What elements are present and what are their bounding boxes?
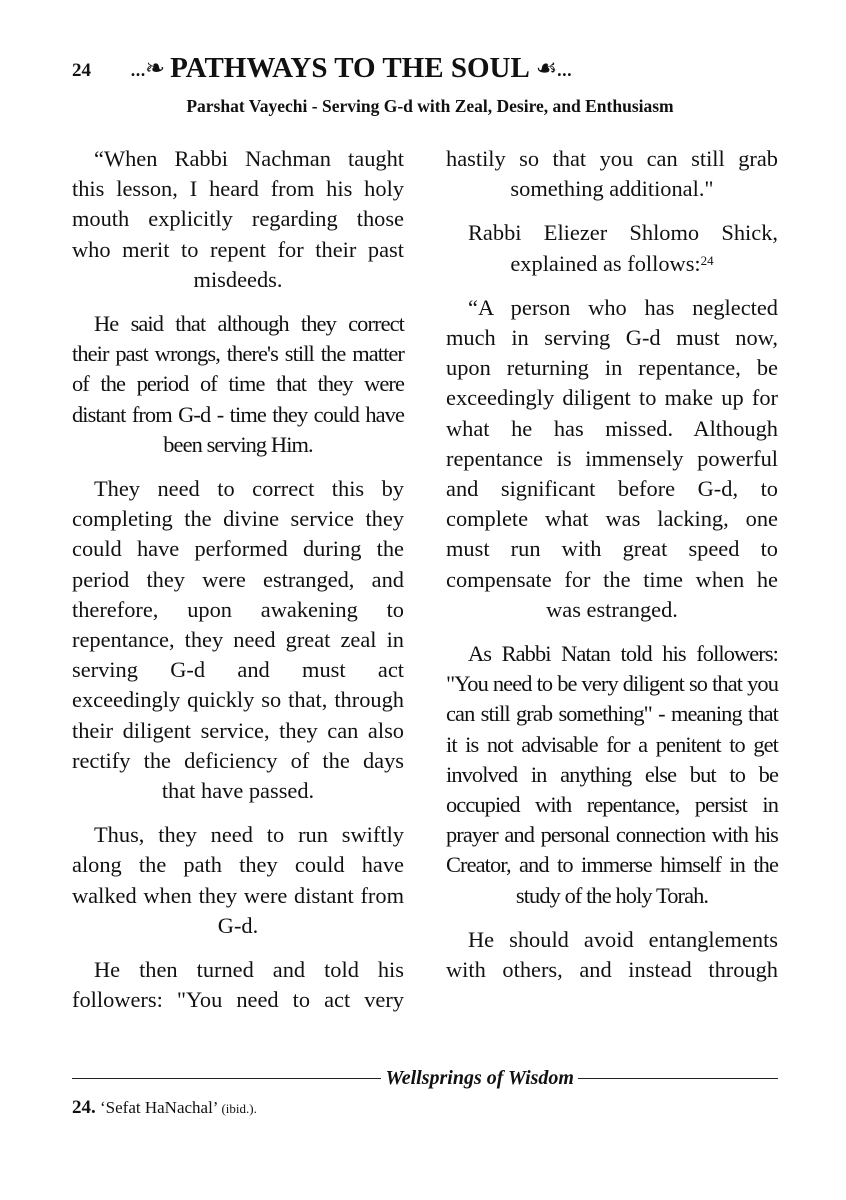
paragraph: “A person who has neglected much in serving G-d must now, upon returning in repentance, be exceedingly diligent to make up for what he has missed. Although repentance is immensely powerful and significant before G-d, to complete what was lacking, one must run with great speed to compensate for the time when he was estranged. bbox=[446, 294, 778, 622]
ornament-right-icon: ☙... bbox=[535, 56, 572, 82]
ornament-left-icon: ...❧ bbox=[130, 56, 165, 82]
paragraph: He should avoid entanglements with others, and instead through bbox=[446, 926, 778, 983]
paragraph: They need to correct this by completing the divine service they could have performed during the period they were estranged, and therefore, upon awakening to repentance, they need great zeal in serving G-d and must act exceedingly quickly so that, through their diligent service, they can also rectify the deficiency of the days that have passed. bbox=[72, 476, 404, 804]
left-column bbox=[72, 144, 404, 1029]
divider-line bbox=[72, 1078, 381, 1079]
chapter-subtitle: Parshat Vayechi - Serving G-d with Zeal, Desire, and Enthusiasm bbox=[186, 96, 674, 116]
divider-label: Wellsprings of Wisdom bbox=[385, 1066, 574, 1089]
paragraph: “When Rabbi Nachman taught this lesson, I heard from his holy mouth explicitly regarding those who merit to repent for their past misdeeds. bbox=[72, 146, 404, 292]
footnote-text: ‘Sefat HaNachal’ bbox=[100, 1098, 218, 1117]
page-number: 24 bbox=[72, 60, 91, 81]
footnote-divider bbox=[72, 1066, 778, 1090]
paragraph: As Rabbi Natan told his followers: "You need to be very diligent so that you can still grab something" - meaning that it is not advisable for a penitent to get involved in anything else but to be occupied with repentance, persist in prayer and personal connection with his Creator, and to immerse himself in the study of the holy Torah. bbox=[446, 641, 778, 908]
paragraph: Thus, they need to run swiftly along the path they could have walked when they were distant from G-d. bbox=[72, 822, 404, 938]
book-title: PATHWAYS TO THE SOUL bbox=[170, 52, 530, 84]
footnote-number: 24. bbox=[72, 1097, 96, 1118]
paragraph: hastily so that you can still grab something additional." bbox=[446, 146, 778, 202]
paragraph: He then turned and told his followers: "You need to act very bbox=[72, 957, 404, 1013]
divider-line bbox=[578, 1078, 778, 1079]
running-title bbox=[130, 52, 730, 85]
paragraph bbox=[446, 218, 778, 278]
footnote-note: (ibid.). bbox=[221, 1101, 257, 1116]
paragraph: He said that although they correct their past wrongs, there's still the matter of the period of time that they were distant from G-d - time they could have been serving Him. bbox=[72, 311, 404, 457]
right-column bbox=[446, 144, 778, 999]
paragraph-text: Rabbi Eliezer Shlomo Shick, explained as follows: bbox=[468, 220, 778, 276]
footnote-ref[interactable]: 24 bbox=[700, 252, 714, 268]
footnote bbox=[72, 1097, 257, 1119]
